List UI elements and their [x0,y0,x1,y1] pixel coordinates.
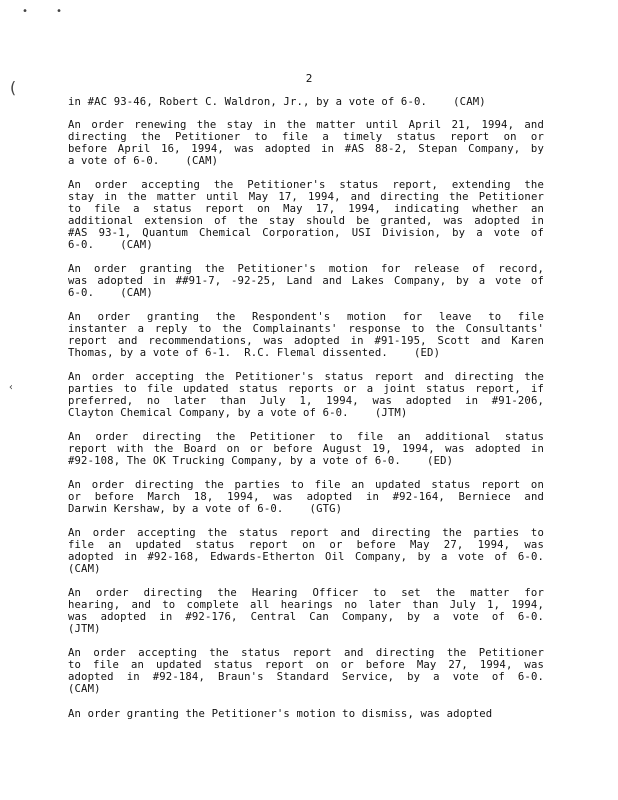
text-line: a vote of 6-0. (CAM) [68,155,219,167]
text-line: 6-0. (CAM) [68,287,153,299]
text-line: in #AC 93-46, Robert C. Waldron, Jr., by a vote of 6-0. (CAM) [68,96,486,108]
text-line: instanter a reply to the Complainants' response to the Consultants' [68,323,544,335]
page-number: 2 [305,72,313,85]
text-line: An order granting the Petitioner's motion to dismiss, was adopted [68,708,493,720]
text-line: preferred, no later than July 1, 1994, was adopted in #91-206, [68,395,544,407]
text-line: report and recommendations, was adopted in #91-195, Scott and Karen [68,335,544,347]
scan-speck: • [22,6,29,17]
text-line: adopted in #92-168, Edwards-Etherton Oil Company, by a vote of 6-0. [68,551,544,563]
text-line: report with the Board on or before August 19, 1994, was adopted in [68,443,544,455]
text-line: parties to file updated status reports or a joint status report, if [68,383,544,395]
text-line: (CAM) [68,563,101,575]
text-line: An order accepting the status report and directing the Petitioner [68,647,544,659]
text-line: Clayton Chemical Company, by a vote of 6-0. (JTM) [68,407,408,419]
scan-mark: ‹ [8,382,15,393]
text-line: Darwin Kershaw, by a vote of 6-0. (GTG) [68,503,343,515]
text-line: or before March 18, 1994, was adopted in #92-164, Berniece and [68,491,544,503]
text-line: An order directing the Hearing Officer to set the matter for [68,587,544,599]
text-line: An order directing the Petitioner to file an additional status [68,431,544,443]
text-line: An order renewing the stay in the matter until April 21, 1994, and [68,119,544,131]
text-line: An order accepting the Petitioner's status report, extending the [68,179,544,191]
text-line: hearing, and to complete all hearings no later than July 1, 1994, [68,599,544,611]
text-line: An order accepting the Petitioner's status report and directing the [68,371,544,383]
text-line: (CAM) [68,683,101,695]
text-line: was adopted in #92-176, Central Can Company, by a vote of 6-0. [68,611,544,623]
text-line: additional extension of the stay should be granted, was adopted in [68,215,544,227]
text-line: #92-108, The OK Trucking Company, by a vote of 6-0. (ED) [68,455,454,467]
scan-mark: ( [8,78,18,97]
text-line: stay in the matter until May 17, 1994, and directing the Petitioner [68,191,544,203]
text-line: adopted in #92-184, Braun's Standard Service, by a vote of 6-0. [68,671,544,683]
text-line: (JTM) [68,623,101,635]
text-line: 6-0. (CAM) [68,239,153,251]
text-line: was adopted in ##91-7, -92-25, Land and Lakes Company, by a vote of [68,275,544,287]
text-line: directing the Petitioner to file a timely status report on or [68,131,544,143]
text-line: An order accepting the status report and directing the parties to [68,527,544,539]
text-line: #AS 93-1, Quantum Chemical Corporation, USI Division, by a vote of [68,227,544,239]
text-line: Thomas, by a vote of 6-1. R.C. Flemal dissented. (ED) [68,347,441,359]
text-line: to file an updated status report on or before May 27, 1994, was [68,659,544,671]
text-line: An order directing the parties to file an updated status report on [68,479,544,491]
text-line: file an updated status report on or before May 27, 1994, was [68,539,544,551]
text-line: to file a status report on May 17, 1994, indicating whether an [68,203,544,215]
text-line: An order granting the Petitioner's motion for release of record, [68,263,544,275]
text-line: An order granting the Respondent's motion for leave to file [68,311,544,323]
scan-speck: • [56,6,63,17]
text-line: before April 16, 1994, was adopted in #AS 88-2, Stepan Company, by [68,143,544,155]
